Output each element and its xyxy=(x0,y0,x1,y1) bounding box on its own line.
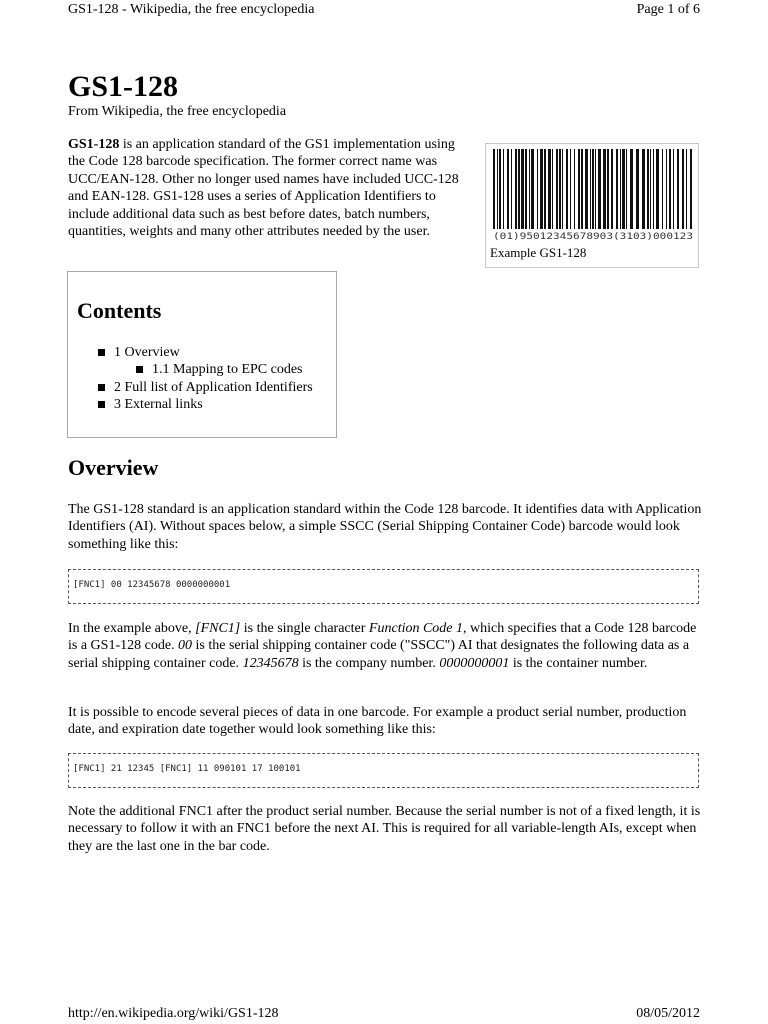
barcode-bar xyxy=(603,149,606,229)
code-block-multi-ai: [FNC1] 21 12345 [FNC1] 11 090101 17 100101 xyxy=(68,753,699,788)
barcode-bar xyxy=(578,149,580,229)
p2-italic-function-code: Function Code 1 xyxy=(368,621,464,636)
barcode-bar xyxy=(556,149,558,229)
barcode-bar xyxy=(673,149,674,229)
barcode-bar xyxy=(521,149,524,229)
barcode-bar xyxy=(497,149,498,229)
barcode-bar xyxy=(653,149,654,229)
barcode-bar xyxy=(581,149,583,229)
barcode-bar xyxy=(566,149,568,229)
barcode-bar xyxy=(650,149,651,229)
p2-text: is the company number. xyxy=(298,655,440,671)
barcode-bar xyxy=(595,149,596,229)
barcode-bar xyxy=(666,149,667,229)
toc-list xyxy=(98,344,313,413)
toc-item-overview[interactable]: 1 Overview xyxy=(98,344,313,361)
barcode-bar xyxy=(620,149,621,229)
p2-italic-container-number: 0000000001 xyxy=(439,655,510,671)
code-block-sscc: [FNC1] 00 12345678 0000000001 xyxy=(68,569,699,604)
barcode-bar xyxy=(537,149,538,229)
overview-paragraph-4: Note the additional FNC1 after the product serial number. Because the serial number is not of a fixed length, it is necessary to follow it with an FNC1 before the next AI. This is required for all variable-length AIs, except when they are the last one in the bar code. xyxy=(68,804,701,854)
barcode-bar xyxy=(636,149,639,229)
p2-italic-company-number: 12345678 xyxy=(242,655,299,671)
barcode-bar xyxy=(552,149,553,229)
barcode-bar xyxy=(592,149,594,229)
barcode-bar xyxy=(511,149,512,229)
barcode-bar xyxy=(529,149,530,229)
barcode-bar xyxy=(559,149,561,229)
barcode-bar xyxy=(585,149,588,229)
barcode-bar xyxy=(518,149,520,229)
p2-text: In the example above, xyxy=(68,621,196,636)
barcode-bar xyxy=(630,149,633,229)
toc-item-application-identifiers[interactable]: 2 Full list of Application Identifiers xyxy=(98,379,313,396)
barcode-bar xyxy=(574,149,575,229)
toc-item-external-links[interactable]: 3 External links xyxy=(98,396,313,413)
barcode-human-readable: (01)95012345678903(3103)000123 xyxy=(493,232,693,242)
intro-paragraph xyxy=(68,136,468,240)
barcode-bar xyxy=(616,149,618,229)
p2-text: is the serial shipping container code ("SSCC") AI that designates the following data as a serial shipping container code. xyxy=(68,638,690,671)
barcode-bar xyxy=(499,149,501,229)
barcode-bar xyxy=(570,149,571,229)
barcode-figure xyxy=(485,143,699,268)
barcode-bars xyxy=(493,149,692,229)
barcode-bar xyxy=(503,149,504,229)
barcode-bar xyxy=(540,149,543,229)
p2-italic-fnc1: [FNC1] xyxy=(195,621,241,636)
barcode-bar xyxy=(662,149,663,229)
intro-text: is an application standard of the GS1 implementation using the Code 128 barcode specification. The former correct name was UCC/EAN-128. Other no longer used names have included UCC-128 and EAN-128. GS1-128 uses a series of Application Identifiers to include additional data such as best before dates, batch numbers, quantities, weights and many other attributes needed by the user. xyxy=(68,137,459,240)
barcode-bar xyxy=(690,149,692,229)
p2-italic-00: 00 xyxy=(178,638,193,654)
table-of-contents xyxy=(67,271,337,438)
overview-paragraph-3: It is possible to encode several pieces of data in one barcode. For example a product serial number, production date, and expiration date together would look something like this: xyxy=(68,705,687,738)
figure-caption: Example GS1-128 xyxy=(490,245,587,260)
barcode-bar xyxy=(598,149,601,229)
barcode-bar xyxy=(544,149,546,229)
article-subtitle: From Wikipedia, the free encyclopedia xyxy=(68,104,287,119)
barcode-image xyxy=(490,148,696,242)
barcode-bar xyxy=(626,149,627,229)
page-number: Page 1 of 6 xyxy=(636,2,700,17)
page-footer-date: 08/05/2012 xyxy=(636,1006,700,1021)
barcode-bar xyxy=(515,149,517,229)
barcode-bar xyxy=(622,149,625,229)
barcode-bar xyxy=(548,149,551,229)
barcode-bar xyxy=(642,149,645,229)
barcode-bar xyxy=(531,149,534,229)
toc-item-mapping-epc[interactable]: 1.1 Mapping to EPC codes xyxy=(136,361,313,378)
barcode-bar xyxy=(677,149,679,229)
barcode-bar xyxy=(686,149,687,229)
intro-bold-term: GS1-128 xyxy=(68,137,120,152)
barcode-bar xyxy=(656,149,659,229)
article-title: GS1-128 xyxy=(68,70,179,103)
section-heading-overview: Overview xyxy=(68,455,159,480)
overview-paragraph-2 xyxy=(68,620,708,672)
p2-text: , which specifies that a Code 128 barcode is a GS1-128 code. xyxy=(68,621,697,654)
barcode-bar xyxy=(607,149,609,229)
barcode-bar xyxy=(647,149,649,229)
barcode-bar xyxy=(562,149,563,229)
barcode-bar xyxy=(493,149,495,229)
barcode-bar xyxy=(590,149,591,229)
barcode-bar xyxy=(682,149,684,229)
overview-paragraph-1: The GS1-128 standard is an application standard within the Code 128 barcode. It identifies data with Application Identifiers (AI). Without spaces below, a simple SSCC (Serial Shipping Container Code) barcode would look something like this: xyxy=(68,502,702,552)
page-footer-url: http://en.wikipedia.org/wiki/GS1-128 xyxy=(68,1006,279,1021)
p2-text: is the container number. xyxy=(509,655,648,671)
barcode-bar xyxy=(611,149,613,229)
p2-text: is the single character xyxy=(240,621,369,636)
barcode-bar xyxy=(525,149,527,229)
barcode-bar xyxy=(507,149,509,229)
page-header-title: GS1-128 - Wikipedia, the free encyclopedia xyxy=(68,2,315,17)
toc-title: Contents xyxy=(77,298,162,323)
barcode-bar xyxy=(669,149,671,229)
